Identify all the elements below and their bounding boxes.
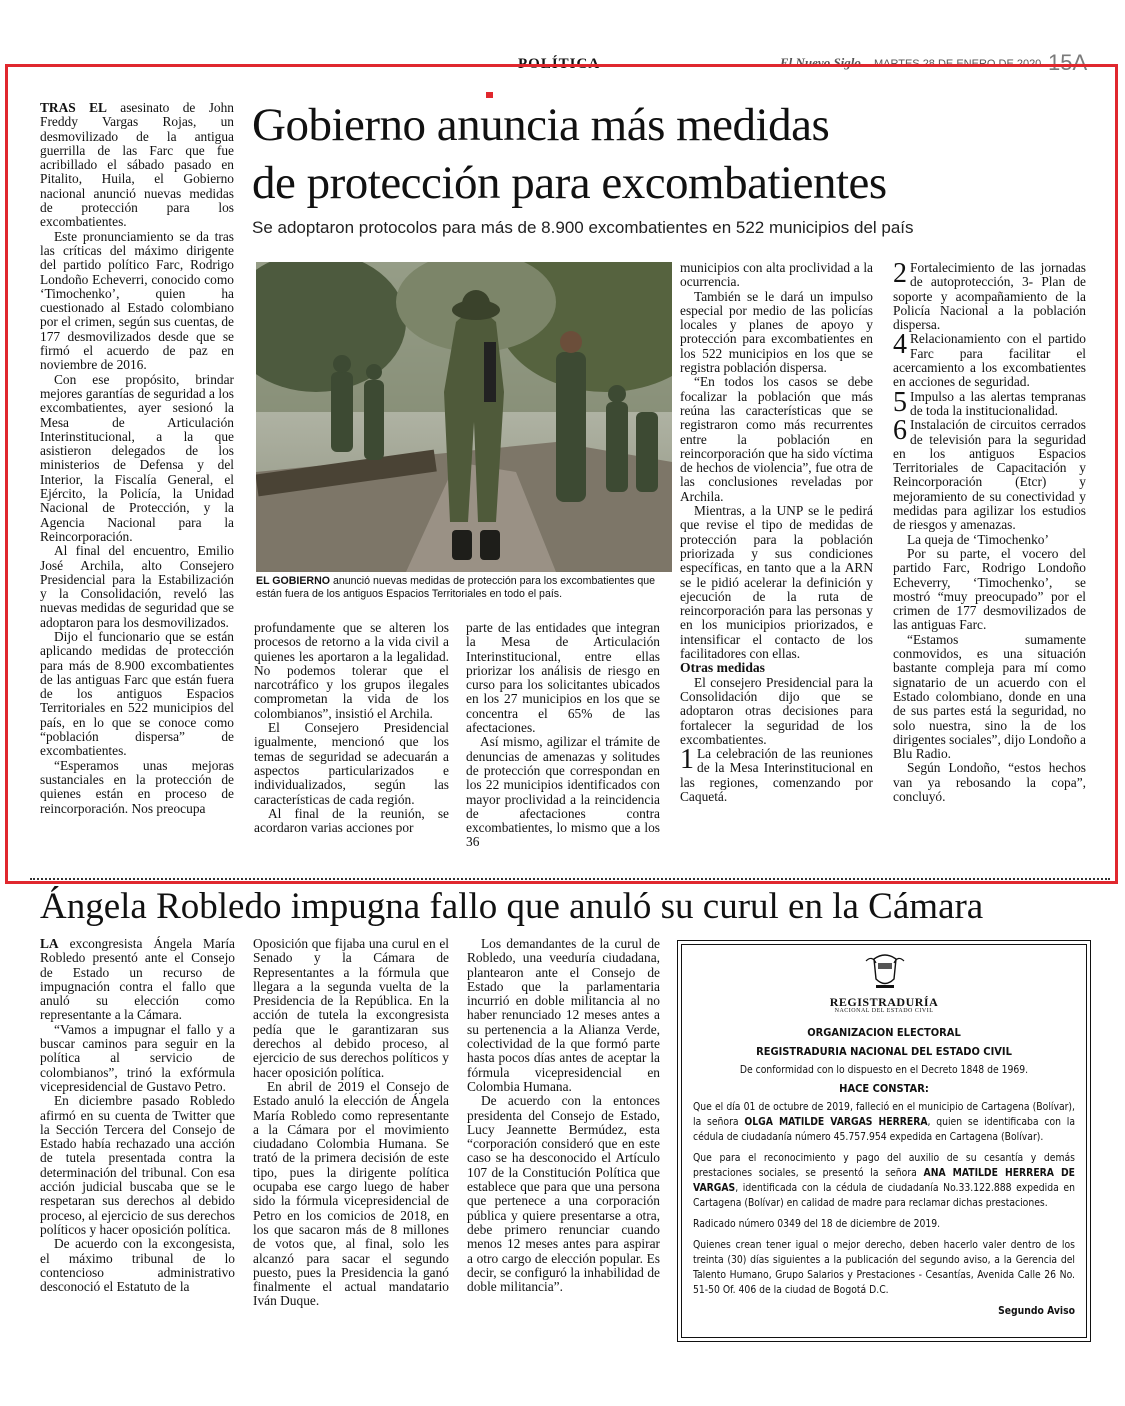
paragraph: También se le dará un impulso especial por medio de las policías locales y planes de apoyo y protección para excombatientes en los 522 municipios en los que se registra población dispersa.: [680, 288, 873, 376]
paragraph: “En todos los casos se debe focalizar la población que más reúna las características que se registraron como más recurrentes entre la población en reincorporación que ha sido víctima de hechos de violencia”, fue otra de las conclusiones reveladas por Archila.: [680, 374, 873, 504]
article1-column-4: [680, 261, 873, 804]
section-divider: [30, 878, 1110, 880]
item-number: 6: [893, 415, 907, 447]
item-number: 1: [680, 744, 694, 776]
paragraph: En diciembre pasado Robledo afirmó en su cuenta de Twitter que la Sección Tercera del Consejo de Estado había rechazado una acción de tutela presentada contra la determinación del tribunal. Con esa acción judicial buscaba que se le respetaran sus derechos al debido proceso, al ejercicio de sus derechos políticos y hacer oposición política.: [40, 1093, 235, 1237]
item-text: Impulso a las alertas tempranas de toda la institucionalidad.: [910, 388, 1086, 418]
decree-line: De conformidad con lo dispuesto en el Decreto 1848 de 1969.: [739, 1064, 1029, 1076]
paragraph: El consejero Presidencial para la Consolidación dijo que se adoptaron otras decisiones para fortalecer la seguridad de los excombatientes.: [680, 674, 873, 747]
paragraph: excongresista Ángela María Robledo presentó ante el Consejo de Estado un recurso de impugnación contra el fallo que anuló su elección como representante a la Cámara.: [40, 936, 235, 1023]
paragraph: “Vamos a impugnar el fallo y a buscar caminos para seguir en la política al servicio de colombianos”, trinó la exfórmula vicepresidencial de Gustavo Petro.: [40, 1021, 235, 1094]
paragraph: municipios con alta proclividad a la ocurrencia.: [680, 260, 873, 290]
paragraph: Los demandantes de la curul de Robledo, una veeduría ciudadana, plantearon ante el Consejo de Estado que la parlamentaria incurrió en doble militancia al no haber renunciado 12 meses antes a su pertenencia a la Alianza Verde, colectividad de la que formó parte hasta pocos días antes de aceptar la fórmula vicepresidencial en Colombia Humana.: [467, 936, 660, 1094]
item-text: La celebración de las reuniones de la Mesa Interinstitucional en las regiones, comenzando por Caquetá.: [680, 746, 873, 804]
legal-notice: [681, 944, 1087, 1338]
paragraph: Por su parte, el vocero del partido Farc, Rodrigo Londoño Echeverry, ‘Timochenko’, se mostró “muy preocupado” por el crimen de 177 desmovilizados de las antiguas Farc.: [893, 545, 1086, 633]
paragraph: profundamente que se alteren los procesos de retorno a la vida civil a quienes les aportaron a la legalidad. No podemos tolerar que el narcotráfico y los grupos ilegales comprometan la vida de los colombianos”, insistió el Archila.: [254, 620, 449, 721]
coat-of-arms-icon: [864, 953, 906, 995]
notice-paragraph: Que el día 01 de octubre de 2019, falleció en el municipio de Cartagena (Bolívar), la señora OLGA MATILDE VARGAS HERRERA, quien se identificaba con la cédula de ciudadanía número 45.757.954 expedida en Cartagena (Bolívar).: [693, 1101, 1075, 1143]
paragraph: El Consejero Presidencial igualmente, mencionó que los temas de seguridad se adecuarán a aspectos particularizados e individualizados, según las características de cada región.: [254, 720, 449, 807]
soldiers-illustration: [256, 262, 672, 572]
notice-paragraph: Quienes crean tener igual o mejor derecho, deben hacerlo valer dentro de los treinta (30) días siguientes a la publicación del segundo aviso, a la Gerencia del Talento Humano, Grupo Salarios y Prestaciones - Cesantías, Avenida Calle 26 No. 51-50 Of. 406 de la ciudad de Bogotá D.C.: [693, 1239, 1075, 1296]
article2-column-3: [467, 937, 660, 1294]
logo-subtitle: NACIONAL DEL ESTADO CIVIL: [834, 1008, 934, 1014]
page-number: 15A: [1048, 50, 1088, 75]
org-line: REGISTRADURIA NACIONAL DEL ESTADO CIVIL: [756, 1045, 1012, 1058]
paragraph: Así mismo, agilizar el trámite de denuncias de amenazas y solitudes de protección que correspondan en los 22 municipios identificados con mayor proclividad a la reincidencia de afectaciones contra excombatientes, lo mismo que a los 36: [466, 734, 660, 850]
brand-logo: El Nuevo Siglo: [780, 55, 861, 70]
paragraph: Mientras, a la UNP se le pedirá que revise el tipo de medidas de protección para la población priorizada y sus condiciones específicas, en tanto que a la ARN se le pidió acelerar la definición y ejecución de la ruta de reincorporación para las personas y en los municipios priorizados, e intensificar el contacto de los facilitadores con ellas.: [680, 503, 873, 662]
paragraph: De acuerdo con la entonces presidenta del Consejo de Estado, Lucy Jeannette Bermúdez, esta “corporación consideró que en este caso se ha desconocido el Artículo 107 de la Constitución Política que establece que para que una persona que pertenece a una corporación pública y quiere presentarse a otra, debe primero renunciar cuando menos 12 meses antes para aspirar a otro cargo de elección popular. Es decir, se configuró la inhabilidad de doble militancia”.: [467, 1093, 660, 1295]
headline: [252, 96, 1112, 212]
notice-body: [693, 1025, 1075, 1319]
org-line: ORGANIZACION ELECTORAL: [807, 1026, 961, 1039]
paragraph: Dijo el funcionario que se están aplicando medidas de protección para más de 8.900 excombatientes de las antiguas Farc que están fuera de los antiguos Espacios Territoriales en 522 municipios del país, en lo que se conoce como “población dispersa” de excombatientes.: [40, 628, 234, 759]
item-number: 5: [893, 386, 907, 418]
lead-in: LA: [40, 936, 59, 951]
paragraph: Con ese propósito, brindar mejores garantías de seguridad a los excombatientes, ayer sesionó la Mesa de Articulación Interinstitucional, a la que asistieron delegados de los ministerios de Defensa y del Interior, la Fiscalía General, el Ejército, la Policía, la Unidad Nacional de Protección, y la Agencia Nacional para la Reincorporación.: [40, 371, 234, 544]
logo-title: REGISTRADURÍA: [829, 995, 939, 1009]
paragraph: Al final del encuentro, Emilio José Archila, alto Consejero Presidencial para la Estabilización y la Consolidación, reveló las nuevas medidas de seguridad que se adoptaron para los desmovilizados.: [40, 543, 234, 630]
subheading: Otras medidas: [680, 660, 765, 676]
numbered-item: [680, 744, 873, 804]
headline-line: Gobierno anuncia más medidas: [252, 99, 830, 151]
article2-column-1: [40, 937, 235, 1294]
paragraph: De acuerdo con la excongesista, el máximo tribunal de lo contencioso administrativo desconoció el Estatuto de la: [40, 1236, 235, 1295]
item-text: Fortalecimiento de las jornadas de autoprotección, 3- Plan de soporte y acompañamiento de la Policía Nacional a la población dispersa.: [893, 260, 1086, 333]
headline-2: Ángela Robledo impugna fallo que anuló su curul en la Cámara: [40, 886, 984, 927]
numbered-item: [893, 258, 1086, 333]
paragraph: parte de las entidades que integran la Mesa de Articulación Interinstitucional, entre ellas priorizar los análisis de riesgo en curso para los solicitantes ubicados en los 27 municipios en los que se concentra el 65% de las afectaciones.: [466, 620, 660, 736]
notice-footer: Segundo Aviso: [998, 1305, 1075, 1317]
paragraph: “Estamos sumamente conmovidos, es una situación bastante compleja para mí como signatario de un acuerdo con el Estado colombiano, donde en una de sus partes está la seguridad, no solo nuestra, sino la de los dirigentes sociales”, dijo Londoño a Blu Radio.: [893, 631, 1087, 762]
paragraph: asesinato de John Freddy Vargas Rojas, un desmovilizado de la antigua guerrilla de las Farc que fue acribillado el sábado pasado en Pitalito, Huila, el Gobierno nacional anunció nuevas medidas de protección para los excombatientes.: [40, 100, 234, 230]
numbered-item: [893, 386, 1086, 419]
caption-text: anunció nuevas medidas de protección para los excombatientes que están fuera de los antiguos Espacios Territoriales en todo el país.: [256, 575, 656, 600]
item-text: Instalación de circuitos cerrados de televisión para la seguridad en los antiguos Espacios Territoriales de Capacitación y Reincorporación (Etcr) y mejoramiento de su conectividad y medidas para agilizar los estudios de riesgos y amenazas.: [893, 417, 1086, 533]
item-number: 4: [893, 329, 907, 361]
notice-paragraph: Radicado número 0349 del 18 de diciembre de 2019.: [693, 1218, 941, 1230]
paragraph: Oposición que fijaba una curul en el Senado y la Cámara de Representantes a la fórmula que llegara a la segunda vuelta de la Presidencia de la República. En la acción de tutela la excongresista pedía que le garantizaran sus derechos al debido proceso, al ejercicio de sus derechos políticos y hacer oposición política.: [253, 936, 449, 1080]
paragraph: En abril de 2019 el Consejo de Estado anuló la elección de Ángela María Robledo como representante a la Cámara por el movimiento ciudadano Colombia Humana. Se trató de la primera decisión de este tipo, pues la dirigente política ocupaba ese cargo luego de haber sido la fórmula vicepresidencial de Petro en los comicios de 2018, en los que sacaron más de 8 millones de votos que, al final, solo les alcanzó para sacar el segundo puesto, pues la Presidencia la ganó finalmente el actual mandatario Iván Duque.: [253, 1078, 449, 1309]
page-date: MARTES 28 DE ENERO DE 2020: [874, 58, 1042, 70]
article1-column-5: [893, 258, 1087, 804]
article1-column-3: [466, 621, 660, 850]
headline-line: de protección para excombatientes: [252, 157, 887, 209]
subheadline: Se adoptaron protocolos para más de 8.900 excombatientes en 522 municipios del país: [252, 218, 914, 237]
numbered-item: [893, 415, 1086, 533]
paragraph: “Esperamos unas mejoras sustanciales en la protección de quienes están en proceso de reincorporación. Nos preocupa: [40, 757, 234, 816]
paragraph: La queja de ‘Timochenko’: [907, 531, 1049, 547]
article2-column-2: [253, 937, 449, 1309]
photo-caption: [256, 575, 672, 600]
numbered-item: [893, 329, 1086, 390]
item-number: 2: [893, 258, 907, 289]
caption-lead: EL GOBIERNO: [256, 575, 330, 587]
article1-column-1: [40, 101, 234, 816]
section-label: POLÍTICA: [518, 56, 601, 72]
paragraph: Al final de la reunión, se acordaron varias acciones por: [254, 805, 449, 836]
lead-in: TRAS EL: [40, 100, 107, 115]
notice-heading: HACE CONSTAR:: [839, 1082, 929, 1095]
paragraph: Según Londoño, “estos hechos van ya rebosando la copa”, concluyó.: [893, 760, 1086, 804]
paragraph: Este pronunciamiento se da tras las críticas del máximo dirigente del partido político Farc, Rodrigo Londoño Echeverri, conocido como ‘Timochenko’, quien ha cuestionado al Estado colombiano por el crimen, según sus cuentas, de 177 desmovilizados desde que se firmó el acuerdo de paz en noviembre de 2016.: [40, 228, 234, 373]
registraduria-logo: [682, 995, 1086, 1014]
item-text: Relacionamiento con el partido Farc para facilitar el acercamiento a los excombatientes en acciones de seguridad.: [893, 331, 1086, 390]
notice-paragraph: Que para el reconocimiento y pago del auxilio de su cesantía y demás prestaciones sociales, se presentó la señora ANA MATILDE HERRERA DE VARGAS, identificada con la cédula de ciudadanía No.33.122.888 expedida en Cartagena (Bolívar) en calidad de madre para reclamar dichas prestaciones.: [693, 1152, 1075, 1209]
article1-column-2: [254, 621, 449, 835]
news-photo: [256, 262, 672, 572]
